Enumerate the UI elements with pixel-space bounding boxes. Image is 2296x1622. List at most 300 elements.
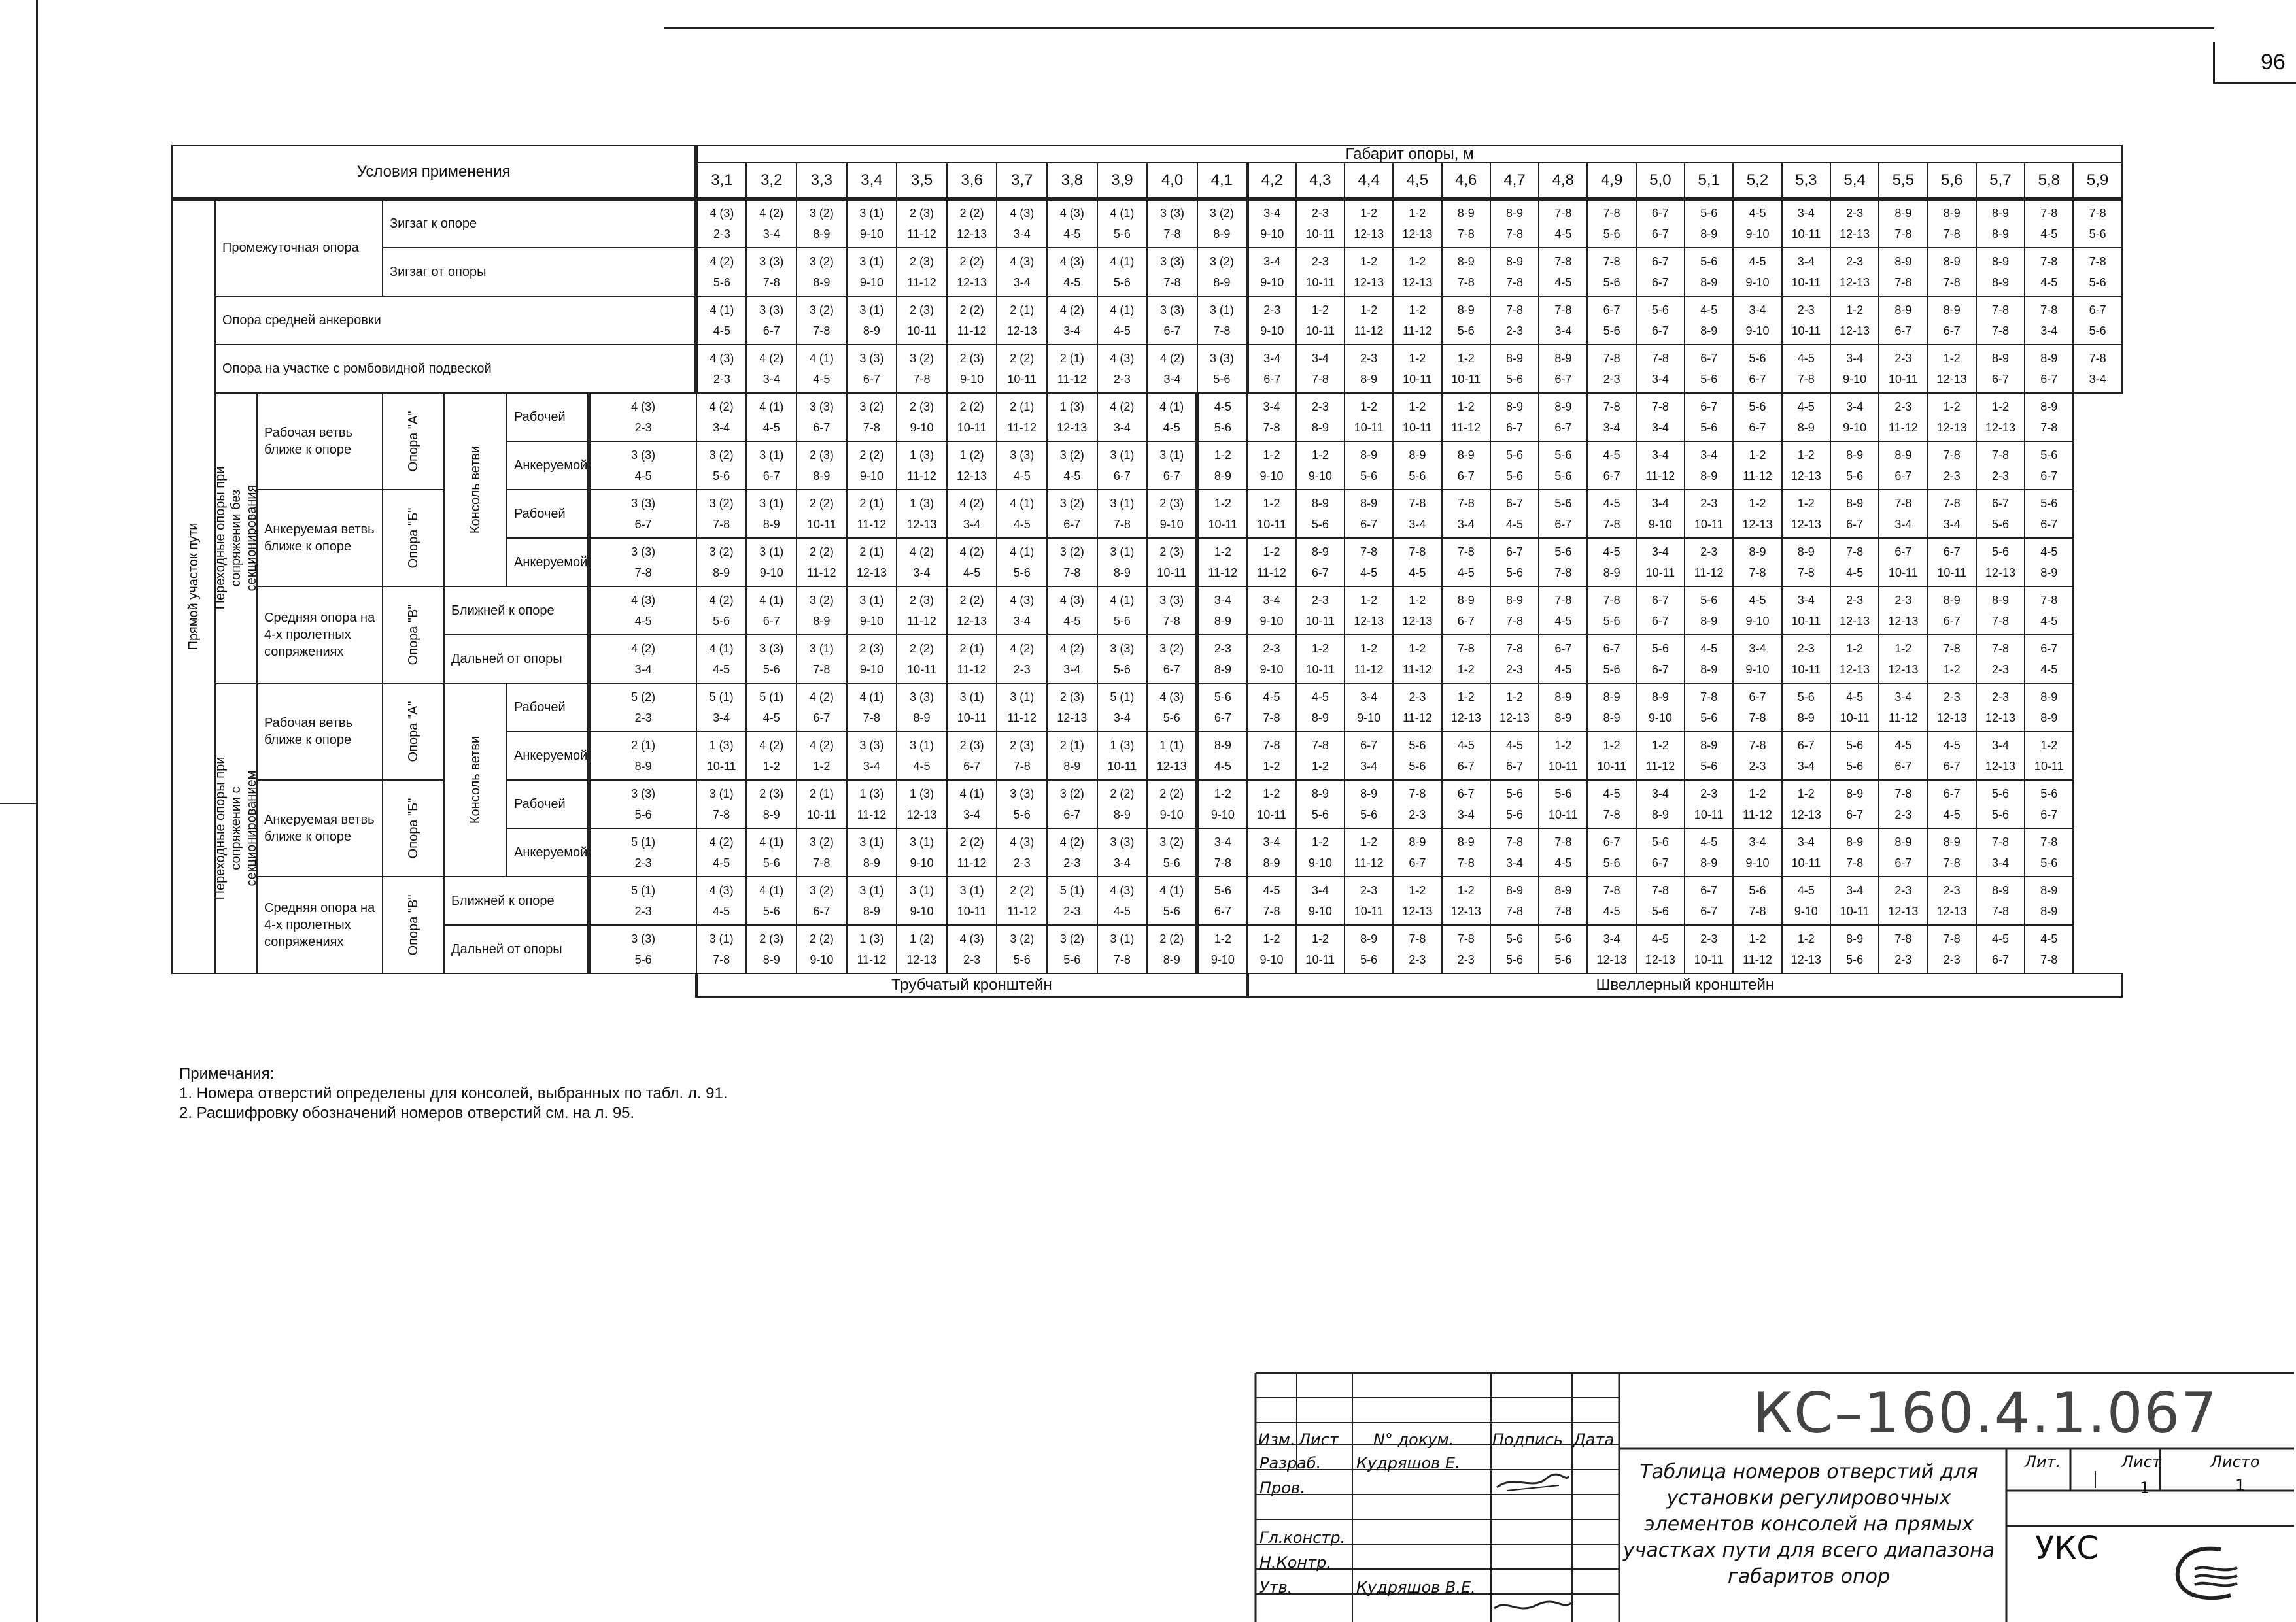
gabarit-col-header: 3,3 — [797, 163, 847, 199]
hole-value-top: 6-7 — [2040, 641, 2058, 655]
hole-cell — [997, 393, 1047, 441]
hole-value-bottom: 5-6 — [1409, 469, 1426, 482]
hole-value-top: 3 (2) — [1159, 641, 1184, 655]
hole-value-bottom: 7-8 — [1894, 275, 1912, 289]
hole-value-bottom: 2-3 — [1409, 807, 1426, 821]
hole-cell — [1442, 345, 1490, 393]
hole-value-top: 8-9 — [2040, 690, 2058, 703]
hole-cell — [1636, 248, 1685, 296]
hole-value-top: 5-6 — [1797, 690, 1815, 703]
farther-label: Дальней от опоры — [444, 635, 589, 683]
hole-value-top: 2-3 — [1943, 690, 1961, 703]
hole-cell — [746, 683, 797, 732]
hole-value-top: 1 (3) — [709, 738, 734, 752]
hole-cell — [1296, 296, 1345, 345]
hole-value-bottom: 10-11 — [1791, 614, 1821, 628]
hole-cell — [947, 538, 997, 586]
hole-cell — [1197, 877, 1248, 925]
hole-value-top: 4-5 — [1797, 883, 1815, 897]
hole-value-bottom: 12-13 — [1354, 275, 1384, 289]
hole-value-bottom: 5-6 — [1311, 807, 1329, 821]
hole-cell — [1879, 199, 1927, 248]
hole-value-top: 5-6 — [1506, 786, 1524, 800]
hole-value-top: 3 (3) — [859, 351, 884, 365]
hole-value-bottom: 11-12 — [957, 662, 987, 676]
hole-cell — [847, 635, 897, 683]
hole-value-top: 5 (1) — [1059, 883, 1084, 897]
hole-value-top: 1 (3) — [859, 932, 884, 945]
hole-value-top: 8-9 — [1506, 351, 1524, 365]
hole-value-top: 5-6 — [1214, 883, 1231, 897]
hole-value-top: 5 (1) — [631, 883, 656, 897]
hole-value-top: 3 (3) — [1159, 593, 1184, 607]
hole-value-top: 4-5 — [1603, 786, 1620, 800]
hole-value-bottom: 9-10 — [1794, 904, 1818, 918]
hole-value-bottom: 10-11 — [907, 662, 936, 676]
hole-value-bottom: 4-5 — [1603, 904, 1620, 918]
hole-value-top: 1-2 — [1749, 448, 1766, 462]
hole-value-top: 8-9 — [1991, 351, 2009, 365]
hole-cell — [1247, 441, 1295, 490]
gabarit-col-header: 5,5 — [1879, 163, 1927, 199]
hole-value-bottom: 3-4 — [1409, 517, 1426, 531]
hole-value-bottom: 8-9 — [2040, 904, 2058, 918]
hole-value-bottom: 5-6 — [713, 614, 730, 628]
hole-value-bottom: 6-7 — [1651, 856, 1669, 870]
hole-value-bottom: 5-6 — [1846, 759, 1864, 773]
gabarit-col-header: 5,6 — [1928, 163, 1976, 199]
hole-cell — [1685, 635, 1733, 683]
hole-value-top: 2 (3) — [759, 786, 784, 800]
hole-value-top: 3 (1) — [910, 738, 934, 752]
hole-cell — [1636, 296, 1685, 345]
hole-value-top: 1 (3) — [910, 448, 934, 462]
hole-value-top: 2 (1) — [1010, 399, 1035, 413]
hole-value-top: 1 (3) — [910, 786, 934, 800]
hole-value-top: 4 (3) — [1110, 351, 1135, 365]
hole-cell — [847, 248, 897, 296]
hole-value-top: 1-2 — [1263, 448, 1280, 462]
hole-value-bottom: 5-6 — [634, 807, 652, 821]
hole-value-bottom: 5-6 — [2089, 275, 2106, 289]
prov-role: Пров. — [1259, 1479, 1305, 1497]
hole-value-bottom: 12-13 — [1742, 517, 1773, 531]
hole-value-bottom: 11-12 — [1257, 566, 1286, 579]
hole-value-top: 3-4 — [1797, 207, 1815, 220]
hole-cell — [847, 925, 897, 973]
hole-value-bottom: 5-6 — [1311, 517, 1329, 531]
hole-value-bottom: 5-6 — [1214, 420, 1231, 434]
hole-cell — [1247, 828, 1295, 877]
hole-cell — [847, 490, 897, 538]
hole-cell — [897, 538, 947, 586]
hole-value-bottom: 12-13 — [1450, 904, 1481, 918]
hole-value-bottom: 7-8 — [1749, 904, 1766, 918]
hole-value-top: 3-4 — [1991, 738, 2009, 752]
hole-value-bottom: 7-8 — [1163, 228, 1181, 241]
hole-value-top: 3 (2) — [1059, 545, 1084, 558]
hole-cell — [1345, 345, 1393, 393]
hole-cell — [997, 345, 1047, 393]
gabarit-col-header: 5,1 — [1685, 163, 1733, 199]
table-row — [172, 877, 2122, 925]
hole-cell — [1928, 635, 1976, 683]
hole-value-top: 3 (1) — [859, 593, 884, 607]
hole-value-top: 3-4 — [1603, 932, 1620, 945]
col-izm: Изм. — [1258, 1430, 1295, 1449]
hole-value-bottom: 4-5 — [2040, 614, 2058, 628]
hole-value-bottom: 12-13 — [1985, 566, 2016, 579]
hole-cell — [1442, 248, 1490, 296]
hole-value-bottom: 4-5 — [1554, 228, 1572, 241]
hole-value-top: 5 (1) — [1110, 690, 1135, 703]
hole-value-top: 4 (3) — [710, 351, 734, 365]
hole-value-bottom: 9-10 — [859, 275, 883, 289]
hole-value-bottom: 9-10 — [1648, 711, 1672, 724]
hole-value-top: 6-7 — [1651, 207, 1669, 220]
hole-value-top: 1-2 — [1214, 448, 1231, 462]
hole-cell — [897, 490, 947, 538]
hole-cell — [2025, 732, 2073, 780]
hole-cell — [1197, 296, 1248, 345]
hole-value-bottom: 11-12 — [806, 566, 836, 579]
hole-value-bottom: 2-3 — [1457, 953, 1475, 966]
hole-value-bottom: 11-12 — [1694, 566, 1724, 579]
hole-value-top: 2-3 — [1894, 883, 1912, 897]
hole-value-top: 4 (2) — [631, 641, 656, 655]
hole-value-bottom: 6-7 — [1409, 856, 1426, 870]
hole-value-bottom: 7-8 — [1113, 517, 1131, 531]
hole-value-top: 4-5 — [1700, 641, 1718, 655]
hole-value-top: 3 (1) — [959, 883, 984, 897]
hole-value-bottom: 8-9 — [1163, 953, 1180, 966]
hole-value-bottom: 5-6 — [1163, 904, 1180, 918]
hole-value-bottom: 5-6 — [1651, 904, 1669, 918]
hole-value-bottom: 9-10 — [1308, 856, 1332, 870]
hole-cell — [2025, 199, 2073, 248]
hole-value-bottom: 2-3 — [1506, 662, 1524, 676]
hole-value-top: 8-9 — [1846, 448, 1864, 462]
hole-cell — [1539, 441, 1587, 490]
hole-value-top: 1-2 — [1797, 448, 1815, 462]
hole-cell — [1047, 538, 1097, 586]
hole-value-top: 7-8 — [2040, 303, 2058, 316]
hole-cell — [1636, 441, 1685, 490]
hole-cell — [1976, 345, 2025, 393]
hole-value-top: 4 (3) — [1010, 254, 1035, 268]
hole-cell — [746, 393, 797, 441]
hole-value-bottom: 3-4 — [1457, 807, 1475, 821]
hole-value-top: 3 (1) — [859, 883, 884, 897]
hole-value-bottom: 5-6 — [1360, 953, 1378, 966]
hole-value-bottom: 3-4 — [1063, 324, 1081, 337]
hole-cell — [1782, 780, 1830, 828]
hole-cell — [1685, 877, 1733, 925]
hole-value-bottom: 7-8 — [1506, 614, 1524, 628]
hole-value-bottom: 10-11 — [1791, 228, 1821, 241]
hole-cell — [1296, 828, 1345, 877]
hole-value-top: 4-5 — [1214, 399, 1231, 413]
hole-value-bottom: 5-6 — [1113, 614, 1131, 628]
hole-value-bottom: 3-4 — [1603, 420, 1620, 434]
hole-value-top: 6-7 — [1360, 738, 1378, 752]
hole-cell — [1830, 490, 1879, 538]
hole-value-top: 7-8 — [1554, 593, 1572, 607]
hole-value-top: 3 (3) — [1010, 448, 1035, 462]
hole-value-top: 8-9 — [1554, 399, 1572, 413]
hole-value-bottom: 11-12 — [1057, 372, 1087, 386]
hole-cell — [1685, 538, 1733, 586]
hole-cell — [1345, 393, 1393, 441]
hole-value-top: 7-8 — [2040, 835, 2058, 849]
hole-value-top: 8-9 — [1360, 932, 1378, 945]
hole-cell — [589, 538, 696, 586]
hole-value-top: 2 (3) — [959, 738, 984, 752]
hole-cell — [1442, 780, 1490, 828]
hole-value-bottom: 7-8 — [813, 324, 831, 337]
hole-value-top: 5-6 — [1749, 351, 1766, 365]
hole-cell — [897, 780, 947, 828]
hole-value-top: 6-7 — [1700, 883, 1718, 897]
hole-value-bottom: 6-7 — [1311, 566, 1329, 579]
hole-cell — [847, 296, 897, 345]
hole-cell — [1296, 345, 1345, 393]
hole-value-bottom: 4-5 — [713, 324, 730, 337]
hole-cell — [947, 732, 997, 780]
hole-cell — [1097, 296, 1148, 345]
hole-value-bottom: 6-7 — [1113, 469, 1131, 482]
hole-value-bottom: 12-13 — [957, 469, 987, 482]
hole-value-bottom: 12-13 — [1985, 420, 2016, 434]
hole-value-top: 4 (2) — [709, 593, 734, 607]
hole-value-bottom: 6-7 — [813, 420, 831, 434]
hole-value-bottom: 7-8 — [1457, 856, 1475, 870]
hole-value-top: 8-9 — [1651, 690, 1669, 703]
hole-cell — [797, 683, 847, 732]
hole-value-bottom: 4-5 — [1554, 614, 1572, 628]
hole-cell — [947, 199, 997, 248]
tubular-label: Трубчатый кронштейн — [696, 973, 1248, 997]
hole-value-top: 2 (2) — [1159, 932, 1184, 945]
hole-value-top: 2-3 — [1214, 641, 1231, 655]
hole-cell — [1636, 586, 1685, 635]
hole-value-bottom: 11-12 — [1403, 324, 1432, 337]
hole-cell — [1490, 296, 1539, 345]
hole-cell — [696, 925, 747, 973]
hole-cell — [1636, 199, 1685, 248]
hole-value-top: 1-2 — [1457, 399, 1475, 413]
hole-value-bottom: 12-13 — [1354, 614, 1384, 628]
hole-cell — [797, 490, 847, 538]
hole-value-bottom: 11-12 — [1007, 904, 1037, 918]
hole-cell — [797, 780, 847, 828]
hole-value-top: 7-8 — [1409, 545, 1426, 558]
hole-cell — [797, 393, 847, 441]
hole-cell — [1097, 925, 1148, 973]
hole-cell — [1733, 780, 1781, 828]
hole-cell — [1247, 345, 1295, 393]
hole-cell — [1587, 248, 1636, 296]
hole-cell — [1490, 877, 1539, 925]
hole-value-top: 4 (1) — [710, 303, 734, 316]
hole-value-top: 2 (2) — [859, 448, 884, 462]
hole-cell — [1442, 490, 1490, 538]
hole-value-top: 4 (3) — [1010, 835, 1035, 849]
hole-cell — [1197, 248, 1248, 296]
hole-value-bottom: 10-11 — [1840, 904, 1870, 918]
hole-cell — [1047, 683, 1097, 732]
hole-value-top: 1-2 — [1409, 254, 1426, 268]
hole-value-bottom: 12-13 — [1936, 711, 1967, 724]
hole-value-top: 8-9 — [1554, 883, 1572, 897]
hole-cell — [1539, 248, 1587, 296]
hole-value-bottom: 10-11 — [1354, 904, 1384, 918]
hole-value-top: 2 (3) — [959, 351, 984, 365]
hole-value-top: 4 (2) — [759, 207, 784, 220]
hole-cell — [2025, 925, 2073, 973]
hole-value-top: 1-2 — [1409, 351, 1426, 365]
hole-value-top: 2 (2) — [959, 835, 984, 849]
hole-cell — [589, 780, 696, 828]
gabarit-col-header: 3,1 — [696, 163, 747, 199]
hole-value-bottom: 3-4 — [1991, 856, 2009, 870]
hole-cell — [947, 780, 997, 828]
hole-cell — [997, 586, 1047, 635]
hole-value-top: 1-2 — [1311, 303, 1329, 316]
gabarit-col-header: 3,5 — [897, 163, 947, 199]
col-date: Дата — [1573, 1430, 1615, 1449]
hole-value-top: 6-7 — [1506, 496, 1524, 510]
hole-cell — [1393, 248, 1441, 296]
hole-value-bottom: 3-4 — [963, 807, 981, 821]
hole-value-top: 2 (2) — [959, 399, 984, 413]
gabarit-col-header: 5,9 — [2073, 163, 2121, 199]
hole-value-top: 2 (3) — [809, 448, 834, 462]
hole-value-top: 8-9 — [1894, 254, 1912, 268]
hole-cell — [746, 828, 797, 877]
hole-value-top: 3 (3) — [859, 738, 884, 752]
hole-value-top: 2-3 — [1360, 351, 1378, 365]
hole-cell — [1047, 490, 1097, 538]
hole-cell — [897, 683, 947, 732]
hole-value-top: 8-9 — [1894, 835, 1912, 849]
hole-cell — [997, 441, 1047, 490]
hole-cell — [1733, 393, 1781, 441]
hole-cell — [1830, 877, 1879, 925]
hole-cell — [1879, 586, 1927, 635]
hole-cell — [1097, 683, 1148, 732]
hole-value-bottom: 11-12 — [907, 469, 936, 482]
hole-cell — [1047, 828, 1097, 877]
hole-value-bottom: 8-9 — [2040, 711, 2058, 724]
hole-cell — [1539, 345, 1587, 393]
hole-value-top: 8-9 — [1991, 207, 2009, 220]
hole-value-top: 5-6 — [1554, 932, 1572, 945]
hole-value-bottom: 5-6 — [713, 275, 730, 289]
hole-cell — [1147, 683, 1197, 732]
hole-value-top: 3 (3) — [759, 303, 784, 316]
hole-value-top: 4-5 — [1991, 932, 2009, 945]
hole-value-top: 4 (1) — [759, 593, 784, 607]
hole-value-top: 6-7 — [1943, 545, 1961, 558]
hole-value-bottom: 9-10 — [1259, 953, 1284, 966]
hole-value-bottom: 4-5 — [713, 662, 730, 676]
hole-value-bottom: 8-9 — [1360, 372, 1378, 386]
hole-cell — [1393, 393, 1441, 441]
table-row — [172, 199, 2122, 248]
hole-value-top: 7-8 — [1603, 593, 1620, 607]
hole-cell — [1830, 393, 1879, 441]
hole-cell — [1587, 925, 1636, 973]
hole-cell — [847, 683, 897, 732]
hole-value-bottom: 8-9 — [1263, 856, 1280, 870]
hole-cell — [1296, 877, 1345, 925]
hole-cell — [1539, 538, 1587, 586]
hole-value-bottom: 7-8 — [1846, 856, 1864, 870]
hole-cell — [1928, 683, 1976, 732]
hole-value-top: 2-3 — [1894, 399, 1912, 413]
hole-value-top: 3 (1) — [759, 545, 784, 558]
hole-value-bottom: 8-9 — [813, 228, 831, 241]
hole-value-bottom: 8-9 — [1214, 469, 1231, 482]
hole-value-top: 3 (1) — [759, 448, 784, 462]
hole-cell — [1442, 732, 1490, 780]
hole-value-bottom: 7-8 — [813, 662, 831, 676]
hole-cell — [1782, 586, 1830, 635]
hole-cell — [897, 877, 947, 925]
hole-value-bottom: 7-8 — [1063, 566, 1081, 579]
hole-value-bottom: 3-4 — [1013, 228, 1031, 241]
hole-value-top: 3 (3) — [1110, 835, 1135, 849]
gabarit-col-header: 3,8 — [1047, 163, 1097, 199]
hole-cell — [997, 490, 1047, 538]
notes — [179, 1064, 728, 1123]
hole-cell — [897, 248, 947, 296]
hole-value-top: 4 (3) — [709, 883, 734, 897]
hole-value-bottom: 8-9 — [1603, 711, 1620, 724]
hole-value-top: 1-2 — [1409, 303, 1426, 316]
gl-konstr-role: Гл.констр. — [1259, 1529, 1346, 1547]
hole-value-bottom: 9-10 — [1648, 517, 1672, 531]
hole-cell — [1587, 490, 1636, 538]
hole-value-bottom: 10-11 — [2034, 759, 2064, 773]
working-label: Рабочей — [507, 490, 589, 538]
hole-value-top: 8-9 — [1554, 690, 1572, 703]
hole-cell — [797, 586, 847, 635]
hole-cell — [1442, 586, 1490, 635]
hole-value-bottom: 8-9 — [1113, 807, 1131, 821]
zigzag-to-label: Зигзаг к опоре — [383, 199, 696, 248]
hole-value-bottom: 1-2 — [762, 759, 780, 773]
hole-cell — [1636, 828, 1685, 877]
hole-value-bottom: 4-5 — [1943, 807, 1961, 821]
hole-value-bottom: 3-4 — [2089, 372, 2106, 386]
hole-value-top: 3 (2) — [1209, 207, 1234, 220]
hole-value-bottom: 6-7 — [1506, 759, 1524, 773]
hole-value-bottom: 2-3 — [634, 711, 652, 724]
hole-value-top: 2-3 — [1311, 399, 1329, 413]
hole-cell — [589, 393, 696, 441]
gabarit-col-header: 4,2 — [1247, 163, 1295, 199]
hole-cell — [1296, 199, 1345, 248]
hole-value-top: 3 (2) — [809, 254, 834, 268]
hole-value-bottom: 6-7 — [1894, 469, 1912, 482]
hole-cell — [1782, 441, 1830, 490]
hole-value-top: 5-6 — [2040, 448, 2058, 462]
hole-value-bottom: 4-5 — [2040, 662, 2058, 676]
hole-value-top: 3 (1) — [910, 883, 934, 897]
hole-cell — [1976, 441, 2025, 490]
